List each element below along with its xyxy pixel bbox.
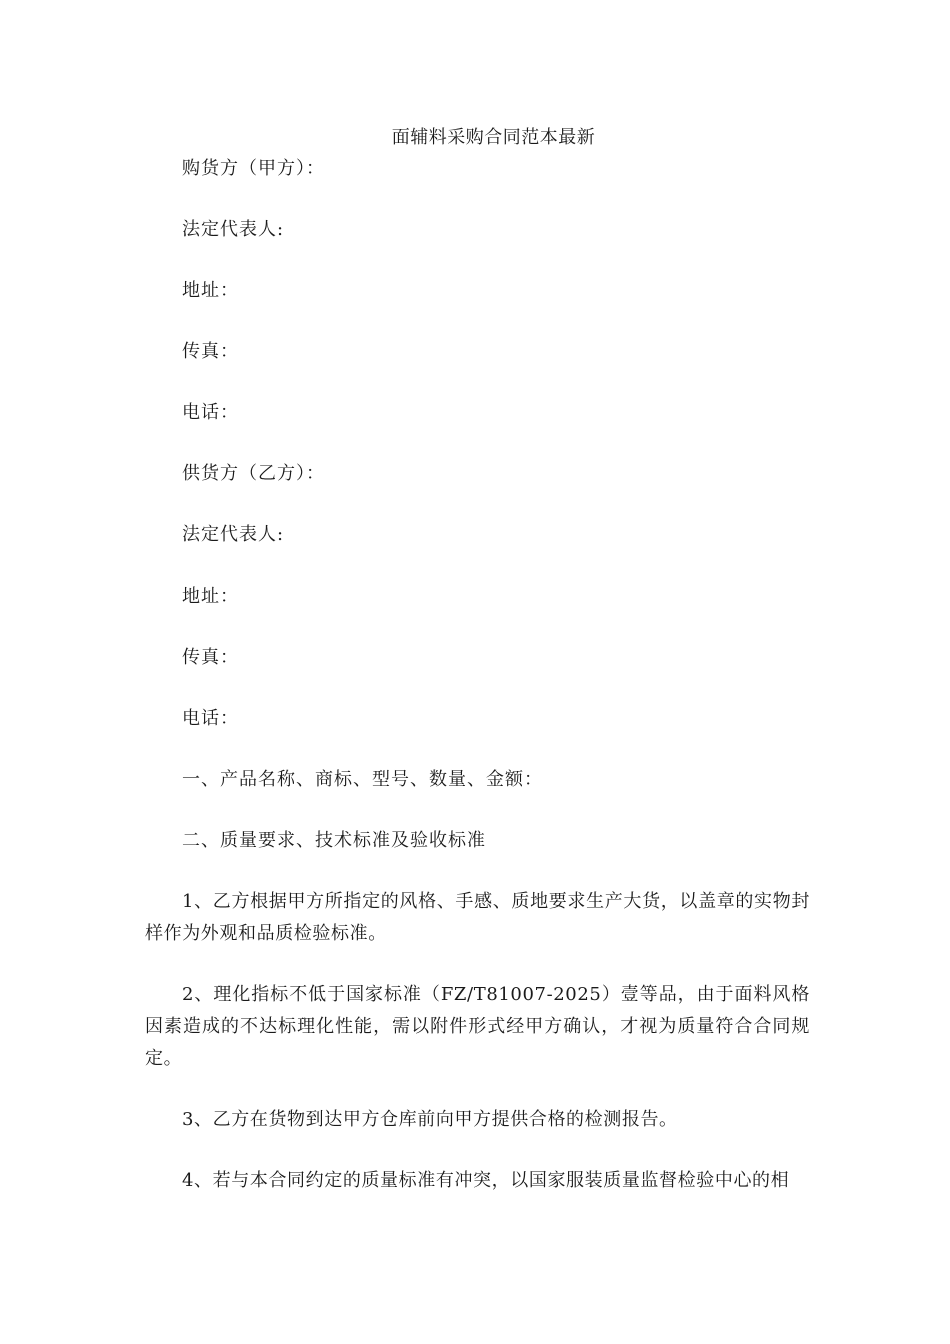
section-heading-1: 一、产品名称、商标、型号、数量、金额： <box>182 769 543 790</box>
document-title: 面辅料采购合同范本最新 <box>391 127 596 148</box>
clause-2: 2、理化指标不低于国家标准（FZ/T81007-2025）壹等品，由于面料风格因素造成的不达标理化性能，需以附件形式经甲方确认，才视为质量符合合同规定。 <box>145 984 810 1069</box>
clause-3: 3、乙方在货物到达甲方仓库前向甲方提供合格的检测报告。 <box>182 1109 678 1130</box>
buyer-legal-rep: 法定代表人: <box>182 219 285 240</box>
supplier-label: 供货方（乙方）： <box>182 463 325 484</box>
section-heading-2: 二、质量要求、技术标准及验收标准 <box>182 830 486 851</box>
buyer-fax: 传真： <box>182 341 239 362</box>
buyer-label: 购货方（甲方）： <box>182 158 325 179</box>
supplier-fax: 传真： <box>182 647 239 668</box>
buyer-address: 地址： <box>182 280 239 301</box>
supplier-phone: 电话： <box>182 708 239 729</box>
supplier-address: 地址： <box>182 586 239 607</box>
supplier-legal-rep: 法定代表人: <box>182 524 285 545</box>
clause-4: 4、若与本合同约定的质量标准有冲突，以国家服装质量监督检验中心的相 <box>182 1170 790 1191</box>
clause-1: 1、乙方根据甲方所指定的风格、手感、质地要求生产大货，以盖章的实物封样作为外观和品质检验标准。 <box>145 891 810 944</box>
buyer-phone: 电话： <box>182 402 239 423</box>
